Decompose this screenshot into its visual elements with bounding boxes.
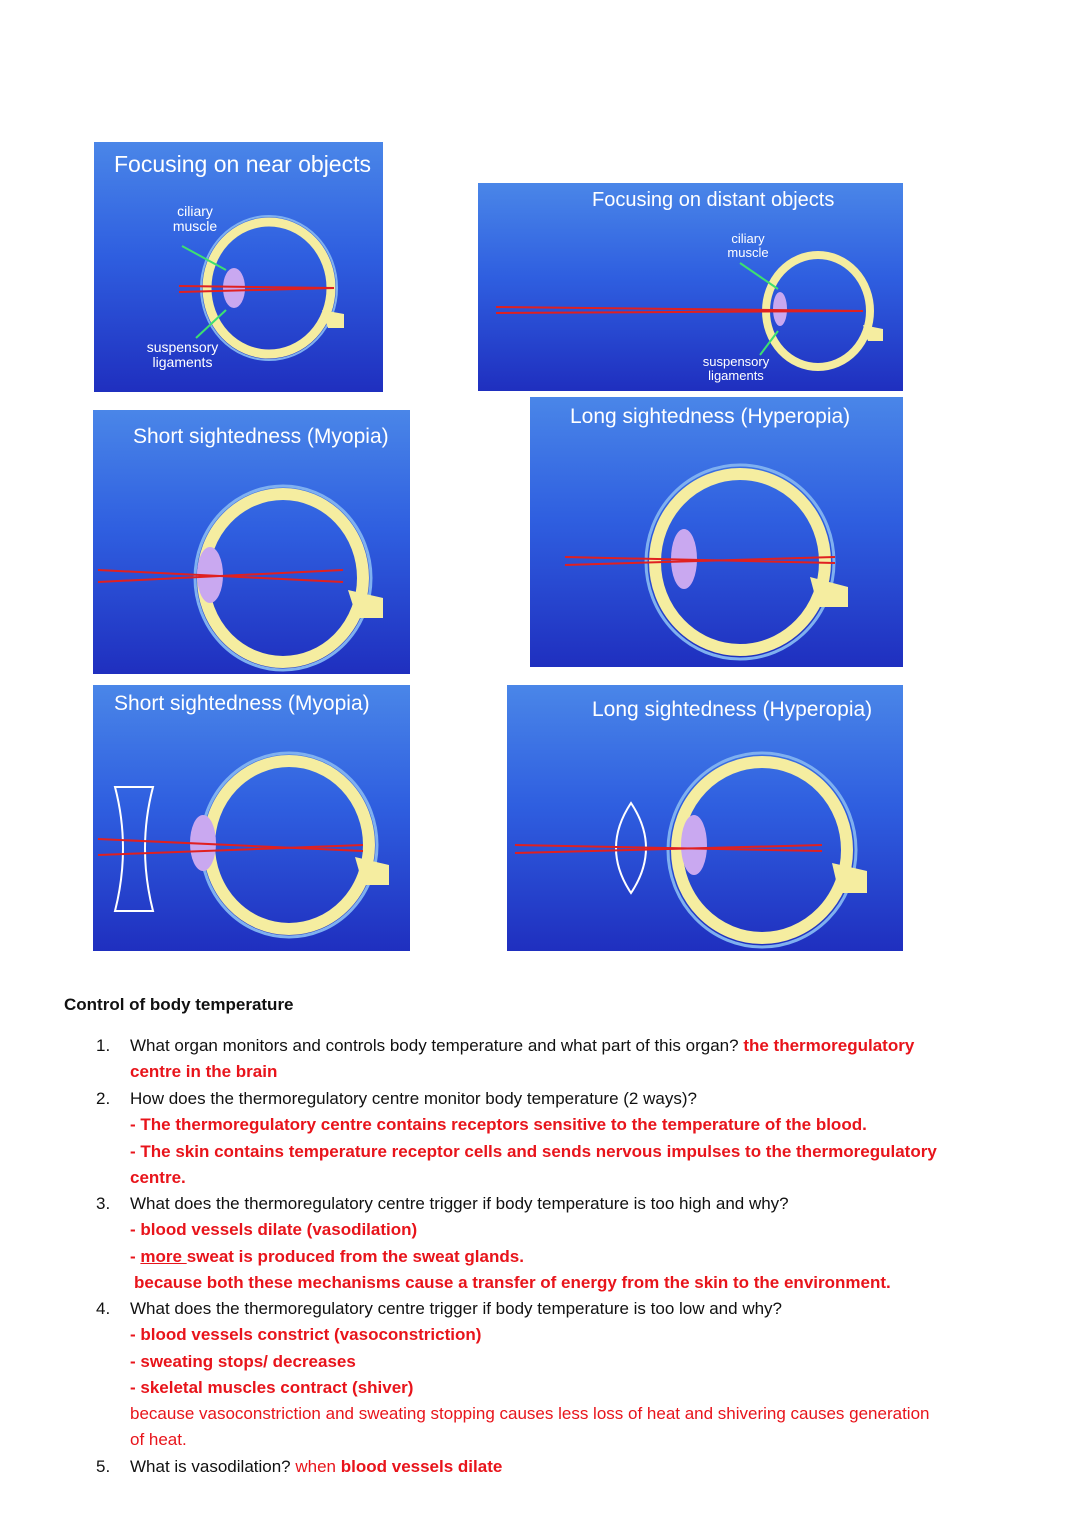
panel-title: Short sightedness (Myopia) (133, 425, 389, 448)
eye-diagram-myopia-corrected (93, 685, 410, 951)
question-2 (96, 1086, 1010, 1191)
panel-hyperopia-corrected (507, 685, 903, 951)
answer-rest: sweat is produced from the sweat glands. (186, 1246, 524, 1266)
answer-text: - The skin contains temperature receptor cells and sends nervous impulses to the thermoregulatory (130, 1141, 937, 1161)
eye-diagram-hyperopia (530, 397, 903, 667)
panel-title: Focusing on distant objects (592, 189, 835, 211)
question-5 (96, 1454, 1010, 1480)
eye-diagram-distant (478, 183, 903, 391)
answer-emphasis: more (140, 1246, 187, 1266)
answer-text: - blood vessels dilate (vasodilation) (130, 1220, 418, 1240)
eye-diagram-myopia (93, 410, 410, 674)
question-number: 1. (96, 1036, 111, 1055)
question-number: 5. (96, 1457, 111, 1476)
question-text: What does the thermoregulatory centre trigger if body temperature is too high and why? (130, 1194, 789, 1213)
panel-near-objects (94, 142, 383, 392)
question-text: What does the thermoregulatory centre trigger if body temperature is too low and why? (130, 1299, 783, 1318)
panel-title: Long sightedness (Hyperopia) (592, 698, 873, 721)
answer-text: of heat. (130, 1430, 187, 1450)
answer-text: - skeletal muscles contract (shiver) (130, 1377, 414, 1397)
panel-title: Focusing on near objects (114, 151, 371, 177)
answer-text (130, 1244, 1010, 1270)
question-text: What organ monitors and controls body temperature and what part of this organ? (130, 1036, 739, 1055)
panel-hyperopia (530, 397, 903, 667)
answer-text: because both these mechanisms cause a transfer of energy from the skin to the environment. (134, 1272, 891, 1292)
answer-text: because vasoconstriction and sweating stopping causes less loss of heat and shivering causes generation (130, 1404, 930, 1424)
label-ciliary-muscle: ciliary muscle (172, 203, 218, 234)
label-suspensory-ligaments: suspensory ligaments (702, 354, 770, 383)
panel-title: Long sightedness (Hyperopia) (570, 405, 851, 428)
section-heading: Control of body temperature (64, 995, 294, 1014)
panel-myopia-corrected (93, 685, 410, 951)
answer-text: - sweating stops/ decreases (130, 1351, 356, 1371)
answer-text: centre. (130, 1167, 186, 1187)
question-3 (96, 1191, 1010, 1296)
answer-text: - blood vessels constrict (vasoconstriction) (130, 1325, 482, 1345)
answer-text: when (295, 1457, 337, 1476)
answer-text: centre in the brain (130, 1062, 278, 1082)
panel-title: Short sightedness (Myopia) (114, 692, 370, 715)
answer-text: the thermoregulatory (743, 1036, 915, 1055)
label-suspensory-ligaments: suspensory ligaments (146, 339, 219, 370)
answer-text: - The thermoregulatory centre contains receptors sensitive to the temperature of the blood. (130, 1115, 867, 1135)
eye-diagram-hyperopia-corrected (507, 685, 903, 951)
question-number: 3. (96, 1194, 111, 1213)
panel-myopia (93, 410, 410, 674)
answer-text: blood vessels dilate (340, 1457, 503, 1476)
answer-dash: - (130, 1246, 141, 1266)
question-1 (96, 1033, 1010, 1086)
eye-diagram-near (94, 142, 383, 392)
panel-distant-objects (478, 183, 903, 391)
question-number: 2. (96, 1089, 111, 1108)
label-ciliary-muscle: ciliary muscle (727, 231, 769, 260)
question-text: What is vasodilation? (130, 1457, 291, 1476)
question-number: 4. (96, 1299, 111, 1318)
question-text: How does the thermoregulatory centre monitor body temperature (2 ways)? (130, 1089, 697, 1108)
question-4 (96, 1296, 1010, 1454)
